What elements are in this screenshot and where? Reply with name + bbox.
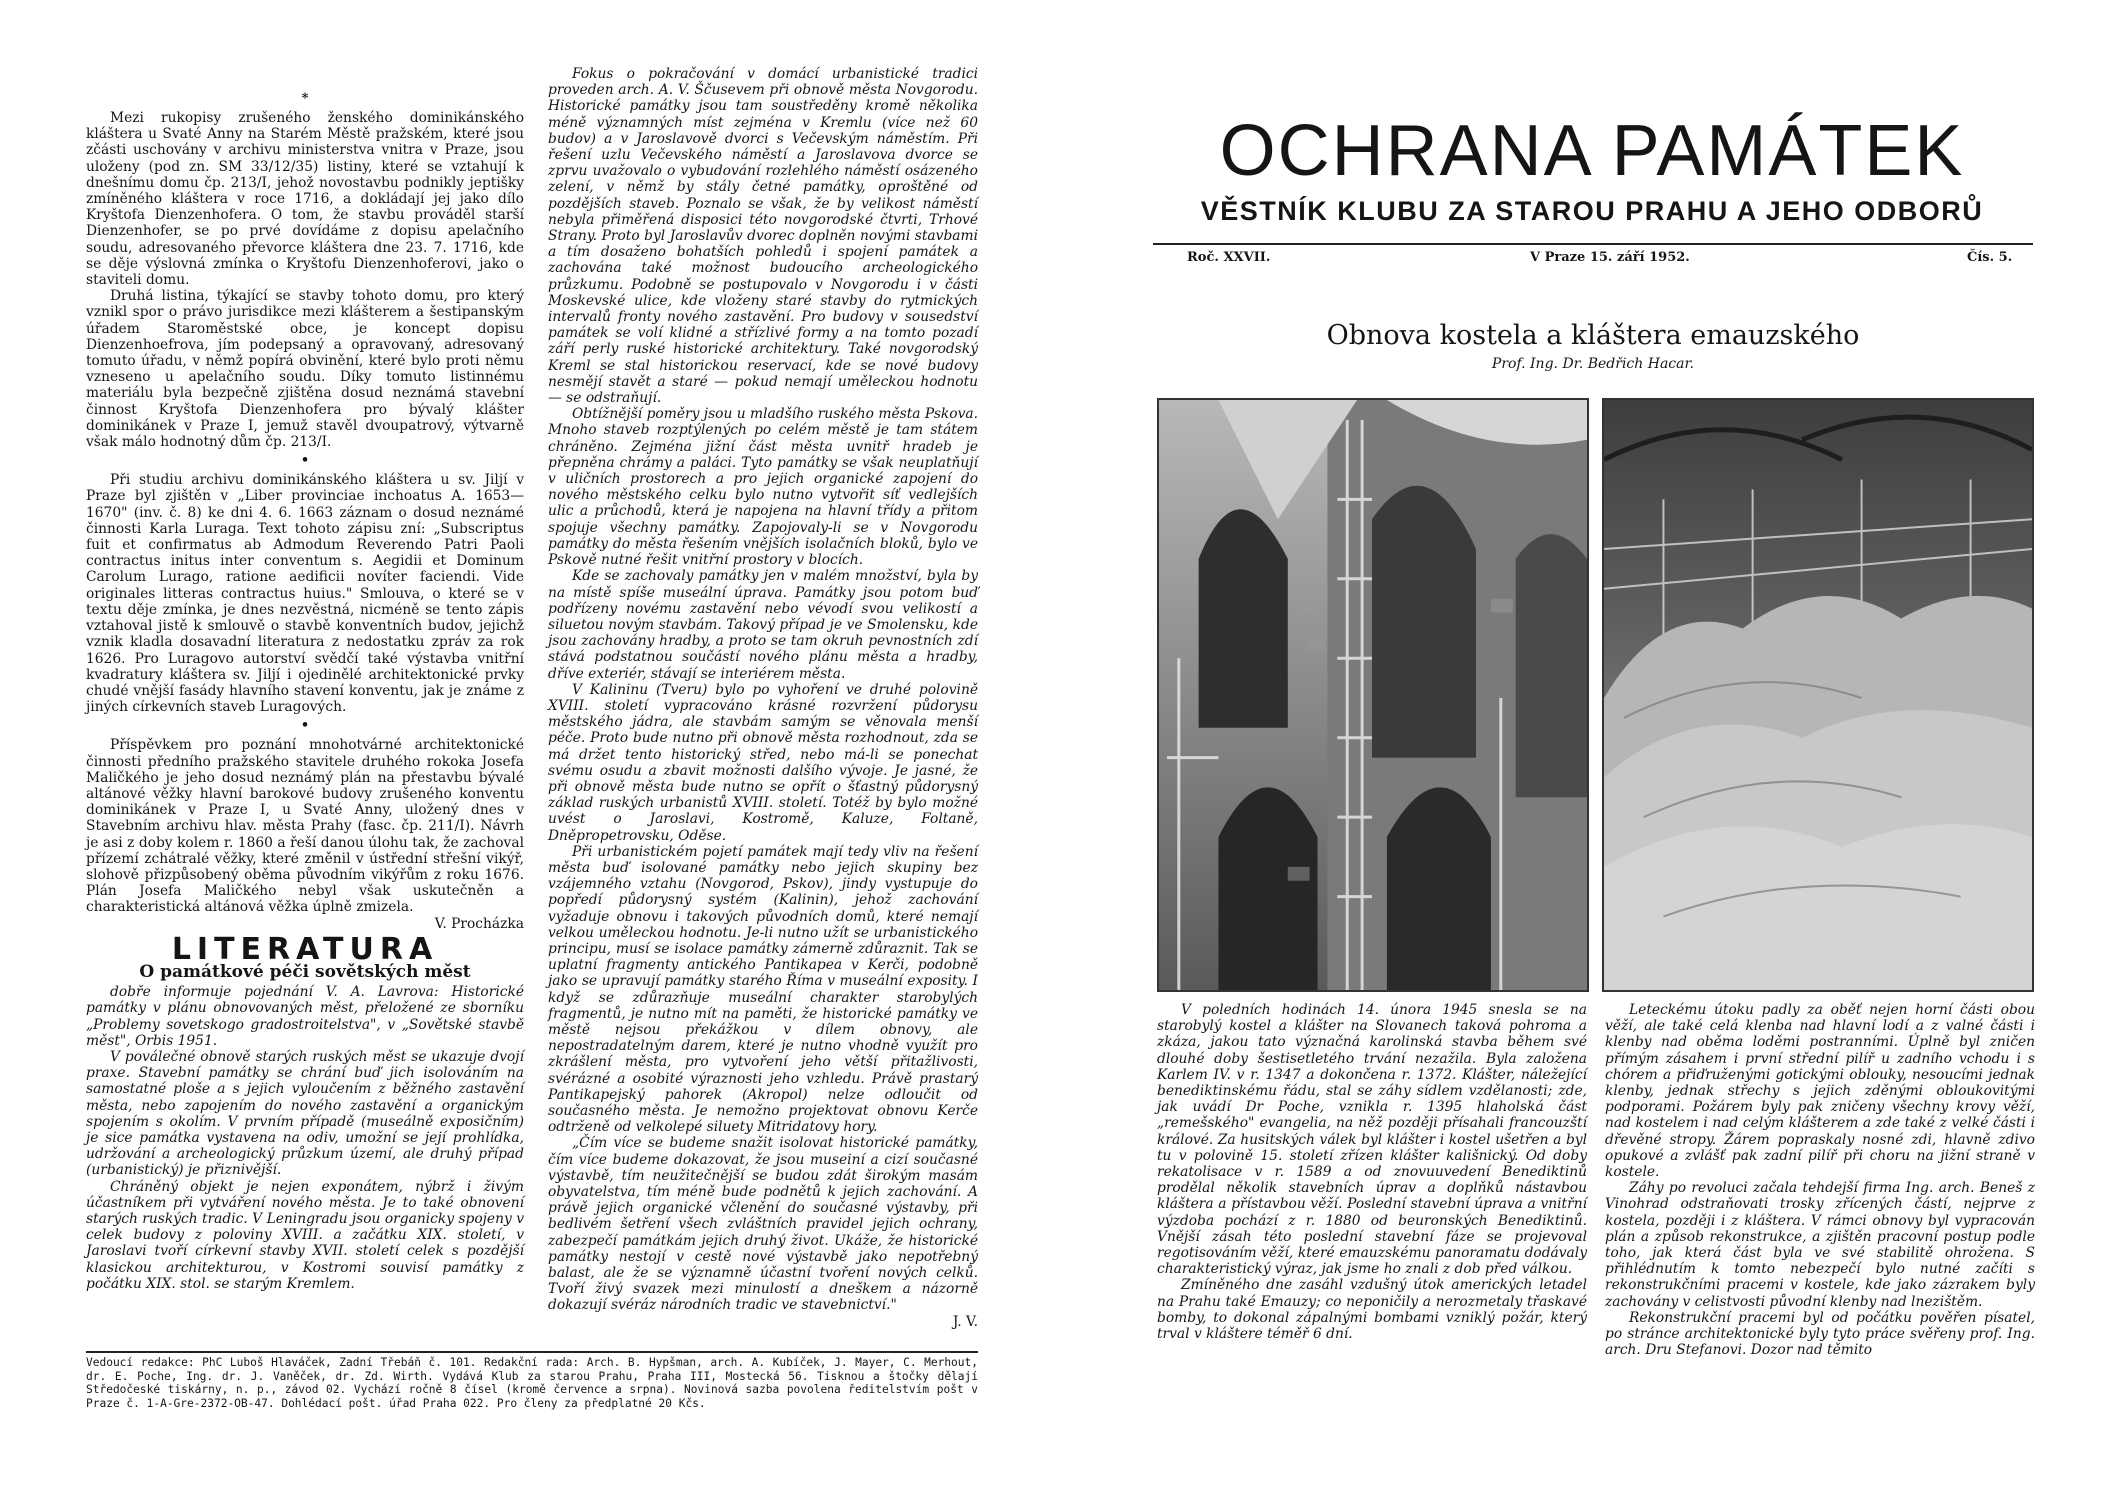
paragraph: V poledních hodinách 14. února 1945 snesla se na starobylý kostel a klášter na Slovanech taková pohroma a zkáza, jakou tato význačná karolinská stavba během své dlouhé doby šestisetletého trvání nezažila. Byla založena Karlem IV. v r. 1347 a dokončena r. 1372. Klášter, náležející benediktinskému řádu, stal se záhy sídlem vzdělanosti; zde, jak uvádí Dr Poche, vznikla r. 1395 hlaholská část „remešského" evangelia, na něž později přísahali francouzští králové. Za husitských válek byl klášter i kostel ušetřen a byl tu v polovině 15. století zřízen klášter kališnický. Od doby rekatolisace v r. 1589 a od znovuuvedení Benediktinů prodělal několik stavebních úprav a doplňků nástavbou kláštera a přístavbou věží. Poslední stavební úprava a vnitřní výzdoba pochází z r. 1880 od beuronských Benediktinů. Vnější zásah této poslední stavební fáze se projevoval regotisováním věží, které emauzskému panoramatu dodávaly charakteristický výraz, jak jsme ho znali z dob před válkou. xyxy=(1157,1002,1587,1278)
paragraph: V Kalininu (Tveru) bylo po vyhoření ve druhé polovině XVIII. století vypracováno krásné rozvržení půdorysu městského jádra, ale stavbám samým se věnovala menší péče. Proto bude nutno při obnově města rozhodnout, zda se má držet tento historický střed, nebo má-li se ponechat svému osudu a zbavit možnosti dalšího vývoje. Je jasné, že při obnově města bude nutno se opřít o šťastný půdorysný základ ruských urbanistů XVIII. století. Totéž by bylo možné uvést o Jaroslavi, Kostromě, Kaluze, Foltaně, Dněpropetrovsku, Oděse. xyxy=(548,681,978,844)
paragraph: Při studiu archivu dominikánského kláštera u sv. Jiljí v Praze byl zjištěn v „Liber provinciae inchoatus A. 1653—1670" (inv. č. 8) ke dni 4. 6. 1663 záznam o dosud neznámé činnosti Karla Luraga. Text tohoto zápisu zní: „Subscriptus fuit et confirmatus ab Admodum Reverendo Patri Paoli contractus initus inter conventum s. Aegidii et Dominum Carolum Lurago, ratione aedificii novíter faciendi. Vide originales litteras contractus huius." Smlouva, o které se v textu děje zmínka, je dnes nezvěstná, nicméně se tento zápis vztahoval jistě k smlouvě o stavbě konventních budov, jejichž vznik kladla dosavadní literatura z nedostatku zpráv za rok 1626. Pro Luragovo autorství svědčí také výstavba vnitřní kvadratury kláštera sv. Jiljí i ojedinělé architektonické prvky chudé vnější fasády hlavního stavení konventu, jak je známe z jiných církevních staveb Luragových. xyxy=(86,472,524,716)
right-column-2 xyxy=(1605,1002,2035,1358)
paragraph: dobře informuje pojednání V. A. Lavrova: Historické památky v plánu obnovovaných měst, přeložené ze sborníku „Problemy sovetskogo gradostroitelstva", v „Sovětské stavbě měst", Orbis 1951. xyxy=(86,984,524,1049)
left-column-2 xyxy=(548,66,978,1330)
right-column-1 xyxy=(1157,1002,1587,1342)
masthead-title: OCHRANA PAMÁTEK xyxy=(1219,111,1965,191)
paragraph: Fokus o pokračování v domácí urbanistické tradici proveden arch. A. V. Ščusevem při obnově města Novgorodu. Historické památky jsou tam soustředěny kromě několika méně významných míst zejména v Kremlu (více než 60 budov) a v Jaroslavově dvorci s Večevským náměstím. Při řešení uzlu Večevského náměstí a Jaroslavova dvorce se zprvu uvažovalo o vybudování rozlehlého náměstí osázeného zelení, v němž by stály četné památky, oproštěné od pozdějších staveb. Poznalo se však, že by velikost náměstí nebyla přiměřená disposici této novgorodské čtvrti, Trhové Strany. Proto byl Jaroslavův dvorec doplněn novými stavbami a tím dosaženo bohatších pohledů i spojení památek a zachována také možnost budoucího archeologického průzkumu. Podobně se postupovalo v Novgorodu i v části Moskevské ulice, kde vloženy staré stavby do rytmických intervalů fronty nového zastavění. Pro budovy v sousedství památek se volí klidné a střízlivé formy a na tomto pozadí září perly ruské historické architektury. Také novgorodský Kreml se stal historickou reservací, kde se nové budovy nesmějí stavět a staré — pokud nemají uměleckou hodnotu — se odstraňují. xyxy=(548,66,978,407)
paragraph: Záhy po revoluci začala tehdejší firma Ing. arch. Beneš z Vinohrad odstraňovati trosky zřícených částí, nejprve z kostela, později i z kláštera. V rámci obnovy byl vypracován plán a způsob rekonstrukce, a zjištěn pracovní postup podle toho, jak která část byla ve své stabilitě ohrožena. S přihlédnutím k tomto nebezpečí bylo nutné začíti s rekonstrukčními pracemi v kostele, kde jako zázrakem byly zachovány v celistvosti původní klenby nad lnezištěm. xyxy=(1605,1180,2035,1310)
photo-ruined-church-interior xyxy=(1157,398,1589,992)
imprint-footer: Vedoucí redakce: PhC Luboš Hlaváček, Zadní Třebáň č. 101. Redakční rada: Arch. B. Hypšman, arch. A. Kubíček, J. Mayer, C. Merhout, dr. E. Poche, Ing. dr. J. Vaněček, dr. Zd. Wirth. Vydává Klub za starou Prahu, Praha III, Mostecká 56. Tisknou a štočky dělají Středočeské tiskárny, n. p., závod 02. Vychází ročně 8 čísel (kromě července a srpna). Novinová sazba povolena ředitelstvím pošt v Praze č. 1-A-Gre-2372-OB-47. Dohlédací pošt. úřad Praha 022. Pro členy za předplatné 20 Kčs. xyxy=(86,1356,978,1410)
issue-date: V Praze 15. září 1952. xyxy=(1530,250,1690,265)
paragraph: Leteckému útoku padly za oběť nejen horní části obou věží, ale také celá klenba nad hlavní lodí a z valné části i klenby nad oběma loděmi postranními. Úplně byl zničen přímým zásahem i první střední pilíř u zadního vchodu i s chórem a přiďruženými gotickými oblouky, nesoucími jednak klenby, jednak střechy s jejich zděnými obloukovitými podporami. Požárem byly pak zničeny všechny krovy věží, nad kostelem i nad celým klášterem a zde také z velké části i dřevěné stropy. Žárem popraskaly nosné zdi, hlavně zdivo opukové a zvlášť pak zadní pilíř při choru na jižní straně v kostele. xyxy=(1605,1002,2035,1181)
paragraph: V poválečné obnově starých ruských měst se ukazuje dvojí praxe. Stavební památky se chrání buď jich isolováním na samostatné ploše a s jejich vyloučením z běžného zastavění města, nebo zapojením do nového zastavění a organickým spojením s okolím. V prvním případě (museálně exposičním) je sice památka vystavena na odiv, umožní se její prohlídka, udržování a archeologický průzkum území, ale druhý případ (urbanistický) je přiznivější. xyxy=(86,1048,524,1179)
masthead-subtitle: VĚSTNÍK KLUBU ZA STAROU PRAHU A JEHO ODBORŮ xyxy=(1200,196,1984,226)
signature: V. Procházka xyxy=(434,915,524,932)
signature: J. V. xyxy=(952,1313,978,1330)
photo-scaffolded-vault xyxy=(1602,398,2034,992)
paragraph: Příspěvkem pro poznání mnohotvárné architektonické činnosti předního pražského stavitele druhého rokoka Josefa Maličkého je jeho dosud neznámý plán na přestavbu bývalé altánové věžky hlavní barokové budovy zrušeného konventu dominikánek v Praze I, u Svaté Anny, uložený dnes v Stavebním archivu hlav. města Prahy (fasc. čp. 211/I). Návrh je asi z doby kolem r. 1860 a řeší danou úlohu tak, že zachoval přízemí zchátralé věžky, které změnil v ústřední střešní vikýř, slohově přizpůsobený oběma původním vikýřům z roku 1676. Plán Josefa Maličkého nebyl však uskutečněn a charakteristická altánová věžka úplně zmizela. xyxy=(86,737,524,916)
paragraph: „Čím více se budeme snažit isolovat historické památky, čím více budeme dokazovat, že jsou museiní a cizí současné výstavbě, tím neužitečnější se budou zdát širokým masám obyvatelstva, tím méně bude podnětů k jejich zachování. A právě jejich organické včlenění do současné výstavby, při bedlivém šetření všech zvláštních pravidel jejich ochrany, zabezpečí památkám jejich druhý život. Ukáže, že historické památky nestojí v cestě nové výstavbě jako nepotřebný balast, ale že se významně účastní tvoření nových celků. Tvoří živý svazek mezi minulostí a dneškem a názorně dokazují svéráz národních tradic ve stavebnictví." xyxy=(548,1135,978,1314)
paragraph: Zmíněného dne zasáhl vzdušný útok amerických letadel na Prahu také Emauzy; co neponičily a nerozmetaly třaskavé bomby, to dokonal zápalnými bombami vzniklý požár, který trval v kláštere téměř 6 dní. xyxy=(1157,1277,1587,1343)
article-author: Prof. Ing. Dr. Bedřich Hacar. xyxy=(1491,356,1695,372)
issue-number: Čís. 5. xyxy=(1967,250,2013,265)
section-separator-star: * xyxy=(301,91,309,106)
section-separator-dot: • xyxy=(300,453,310,469)
paragraph: Při urbanistickém pojetí památek mají tedy vliv na řešení města buď isolované památky nebo jejich skupiny bez vzájemného vztahu (Novgorod, Pskov), jindy vystupuje do popředí půdorysný systém (Kalinin), jehož zachování vyžaduje obnovu i takových původních domů, které nemají velkou uměleckou hodnotu. Je-li nutno užít se urbanistického principu, musí se isolace památky zámerně zdůraznit. Tak se uplatní fragmenty antického Pantikapea v Kerči, podobně jako se upravují památky starého Říma v museální exposity. I když se zdůrazňuje museální charakter starobylých fragmentů, je nutno mít na paměti, že historické památky ve městě nejsou překážkou v dílem obnovy, ale nepostradatelným darem, které je nutno vhodně využít pro zkrášlení města, pro vytvoření jeho větší přitažlivosti, svérázné a osobité výraznosti jeho vzhledu. Právě prastarý Pantikapejský pahorek (Akropol) nelze odloučit od současného města. Je nemožno projektovat obnovu Kerče odtrženě od velkolepé siluety Mitridatovy hory. xyxy=(548,843,978,1136)
paragraph: Obtížnější poměry jsou u mladšího ruského města Pskova. Mnoho staveb rozptýlených po celém městě je tam státem chráněno. Zejména jižní část města uvnitř hradeb je přepněna chrámy a paláci. Tyto památky se však neuplatňují v uličních prostorech a pro jejich organické zapojení do nového městského celku bylo nutno vytvořit síť vedlejších ulic a průchodů, která je napojena na hlavní třídy a přitom spojuje všechny památky. Zapojovaly-li se v Novgorodu památky do města řešením vnějších isolačních bloků, bylo ve Pskově nutné řešit vnitřní prostory v blocích. xyxy=(548,406,978,569)
section-separator-dot: • xyxy=(300,718,310,734)
paragraph: Druhá listina, týkající se stavby tohoto domu, pro který vznikl spor o právo jurisdikce mezi klášterem a šestipanským úřadem Staroměstské obce, je koncept dopisu Dienzenhoefrova, jím podepsaný a opravovaný, adresovaný tomuto úřadu, v němž popírá obvinění, které bylo proti němu vzneseno u apelačního soudu. Díky tomuto listinnému materiálu byla bezpečně zjištěna dosud neznámá stavební činnost Kryštofa Dienzenhofera pro bývalý klášter dominikánek v Praze I, jemuž stavěl dvoupatrový, výtvarně však málo hodnotný dům čp. 213/I. xyxy=(86,288,524,451)
literatura-title: O památkové péči sovětských měst xyxy=(139,961,471,982)
paragraph: Mezi rukopisy zrušeného ženského dominikánského kláštera u Svaté Anny na Starém Městě pražském, které jsou zčásti uschovány v archivu ministerstva vnitra v Praze, jsou uloženy (pod zn. SM 33/12/35) listiny, které se vztahují k dnešnímu domu čp. 213/I, jehož novostavbu podnikly jeptišky zmíněného kláštera v roce 1716, a dokládají jej jako dílo Kryštofa Dienzenhofera. O tom, že stavbu prováděl starší Dienzenhofer, se po prvé dovídáme z dopisu apelačního soudu, adresovaného převorce kláštera dne 23. 7. 1716, kde se děje výslovná zmínka o Kryštofu Dienzenhoferovi, jako o staviteli domu. xyxy=(86,110,524,289)
issue-volume: Roč. XXVII. xyxy=(1187,250,1271,265)
paragraph: Chráněný objekt je nejen exponátem, nýbrž i živým účastníkem při vytváření nového města. Je to také obnovení starých ruských tradic. V Leningradu jsou organicky spojeny v celek budovy z poloviny XVIII. a začátku XIX. století, v Jaroslavi tvoří církevní stavby XVII. století celek s pozdější klasickou architekturou, v Kostromi souvisí památky z počátku XIX. stol. se starým Kremlem. xyxy=(86,1178,524,1292)
right-page xyxy=(1057,0,2114,1500)
literatura-heading: LITERATURA xyxy=(171,931,439,967)
article-title: Obnova kostela a kláštera emauzského xyxy=(1326,320,1860,351)
paragraph: Kde se zachovaly památky jen v malém množství, byla by na místě spíše museální úprava. Památky jsou potom buď podřízeny novému zastavění nebo vévodí svou velikostí a siluetou novým stavbám. Takový případ je ve Smolensku, kde jsou zachovány hradby, a proto se tam okruh pevnostních zdí stává podstatnou součástí nového plánu města a hradby, dříve exteriér, stávají se interiérem města. xyxy=(548,568,978,682)
paragraph: Rekonstrukční pracemi byl od počátku pověřen písatel, po stránce architektonické byly tyto práce svěřeny prof. Ing. arch. Dru Stefanovi. Dozor nad těmito xyxy=(1605,1309,2035,1359)
masthead-divider xyxy=(1153,243,2033,245)
left-column-1 xyxy=(86,88,524,1292)
footer-divider xyxy=(86,1351,978,1353)
